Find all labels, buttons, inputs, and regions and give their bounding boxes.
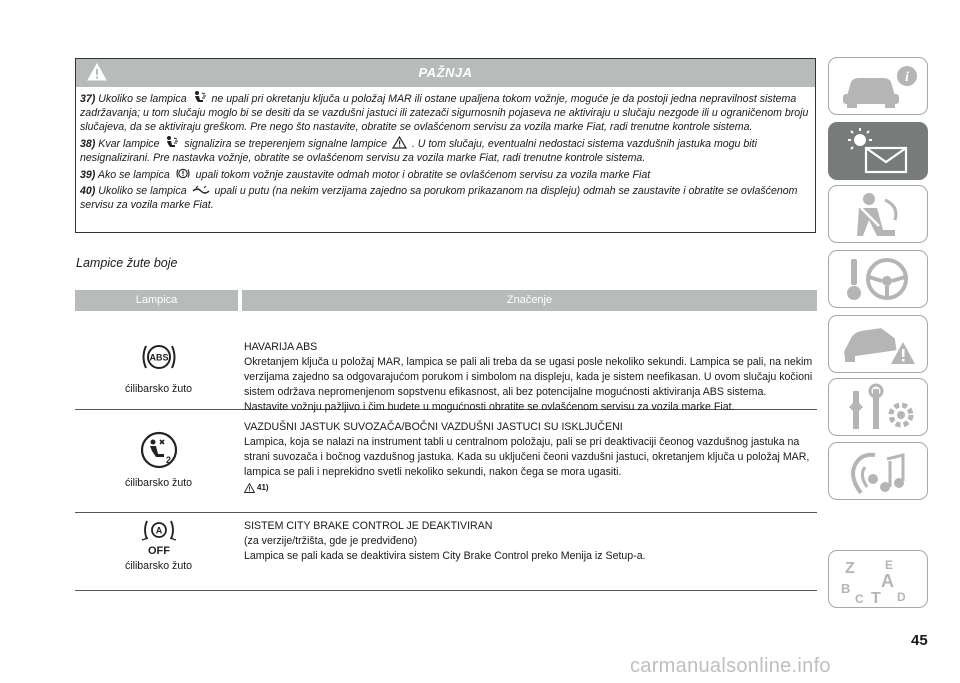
index-letter: B — [841, 581, 851, 596]
watermark: carmanualsonline.info — [630, 655, 831, 677]
index-letter: D — [897, 590, 906, 604]
sidebar-tab-maintenance[interactable] — [828, 378, 928, 436]
reference-note: 41) — [244, 480, 817, 495]
sidebar-tab-warning-lights[interactable] — [828, 122, 928, 180]
car-info-icon — [839, 62, 919, 112]
index-letter: A — [881, 571, 894, 591]
svg-text:OFF: OFF — [147, 545, 170, 557]
sidebar-tab-seatbelt-airbag[interactable] — [828, 185, 928, 243]
svg-text:i: i — [905, 70, 909, 85]
emergency-car-icon — [839, 320, 919, 370]
index-letter: E — [885, 558, 894, 572]
warning-triangle-icon — [244, 483, 255, 493]
airbag-warning-icon — [164, 136, 179, 149]
warning-item-39: 39) Ako se lampica upali tokom vožnje zaustavite odmah motor i obratite se ovlašćenom servisu za vozila marke Fiat — [80, 169, 651, 181]
warning-item-38: 38) Kvar lampice signalizira se treperenjem signalne lampice . U tom slučaju, eventualni nedostaci sistema vazdušnih jastuka mogu biti nesignalizirani. Pre nastavka vožnje, obratite se ovlašćenom servisu za vozila marke Fiat, radi trenutne kontrole sistema. — [80, 138, 757, 164]
key-steering-icon — [839, 255, 919, 305]
section-title: Lampice žute boje — [76, 256, 178, 270]
row-text-2: Lampica se pali kada se deaktivira sistem City Brake Control preko Menija iz Setup-a. — [244, 550, 646, 562]
index-letter: C — [855, 592, 864, 605]
warning-box — [75, 58, 816, 233]
passenger-airbag-off-icon — [139, 430, 179, 470]
table-header — [75, 290, 817, 311]
lamp-color-label: ćilibarsko žuto — [124, 383, 193, 395]
row-title: HAVARIJA ABS — [244, 341, 318, 353]
abs-warning-icon — [139, 341, 179, 373]
sidebar-tab-multimedia[interactable] — [828, 442, 928, 500]
sidebar-tab-emergency[interactable] — [828, 315, 928, 373]
row-title: SISTEM CITY BRAKE CONTROL JE DEAKTIVIRAN — [244, 520, 493, 532]
row-text-2: Nastavite vožnju pažljivo i čim budete u mogućnosti obratite se ovlašćenom servisu za vozila marke Fiat. — [244, 401, 735, 413]
sidebar-tab-key-steering[interactable] — [828, 250, 928, 308]
warning-title: PAŽNJA — [418, 65, 473, 80]
warning-lights-icon — [838, 126, 918, 176]
column-header-znacenje: Značenje — [242, 290, 817, 311]
city-brake-off-icon — [138, 518, 180, 560]
svg-text:ABS: ABS — [148, 352, 169, 363]
lamp-color-label: ćilibarsko žuto — [124, 477, 193, 489]
warning-body — [76, 87, 815, 212]
index-letter: Z — [845, 560, 855, 577]
page-number: 45 — [911, 632, 928, 649]
lamp-color-label: ćilibarsko žuto — [124, 560, 193, 572]
index-letters-icon — [839, 555, 919, 605]
multimedia-icon — [839, 447, 919, 497]
maintenance-tools-icon — [839, 383, 919, 433]
sidebar-tab-car-info[interactable] — [828, 57, 928, 115]
warning-lights-table — [75, 290, 817, 591]
seatbelt-airbag-icon — [839, 190, 919, 240]
general-warning-triangle-icon — [392, 136, 407, 149]
svg-text:2: 2 — [165, 455, 171, 465]
warning-header — [76, 59, 815, 87]
row-text: (za verzije/tržišta, gde je predviđeno) — [244, 535, 418, 547]
table-row — [75, 410, 817, 513]
brake-failure-icon — [175, 167, 191, 180]
sidebar-tab-index[interactable] — [828, 550, 928, 608]
svg-text:A: A — [155, 525, 162, 536]
table-row — [75, 311, 817, 413]
warning-item-37: 37) Ukoliko se lampica ne upali pri okretanju ključa u položaj MAR ili ostane upaljena tokom vožnje, moguće je da postoji jedna nepravilnost sistema zadržavanja; u tom slučaju moglo bi se desiti da se vazdušni jastuci ili zatezači sigurnosnih pojaseva ne aktiviraju u slučaju nezgode ili u ograničenom broju slučajeva, da se aktiviraju greškom. Pre nego što nastavite, obratite se ovlašćenom servisu za vozila marke Fiat, radi trenutne kontrole sistema. — [80, 93, 809, 133]
row-title: VAZDUŠNI JASTUK SUVOZAČA/BOČNI VAZDUŠNI JASTUCI SU ISKLJUČENI — [244, 421, 623, 433]
row-text: Lampica, koja se nalazi na instrument tabli u centralnom položaju, pali se pri deaktivaciji čeonog vazdušnog jastuka na strani suvozača i bočnog vazdušnog jastuka. Kada su uključeni čeoni vazdušni jastuci, okretanjem ključa u položaj MAR, lampica se pali i neprekidno svetli nekoliko sekundi, nakon čega se mora ugasiti. — [244, 436, 810, 478]
column-header-lampica: Lampica — [75, 290, 238, 311]
table-row — [75, 513, 817, 591]
warning-item-40: 40) Ukoliko se lampica upali u putu (na nekim verzijama zajedno sa porukom prikazanom na displeju) odmah se zaustavite i obratite se ovlašćenom servisu za vozila marke Fiat. — [80, 185, 798, 211]
index-letter: T — [871, 590, 881, 605]
row-text: Okretanjem ključa u položaj MAR, lampica se pali ali treba da se ugasi posle nekoliko sekundi. Lampica se pali, na nekim verzijama zajedno sa odgovarajućom porukom i simbolom na displeju, kada je sistem neefikasan. U ovom slučaju kočioni sistem održava nepromenjenom sopstvenu efikasnost, ali bez potencijalne mogućnosti aktiviranja ABS sistema. — [244, 356, 813, 398]
electric-steering-icon — [192, 185, 210, 196]
airbag-warning-icon — [192, 91, 207, 104]
